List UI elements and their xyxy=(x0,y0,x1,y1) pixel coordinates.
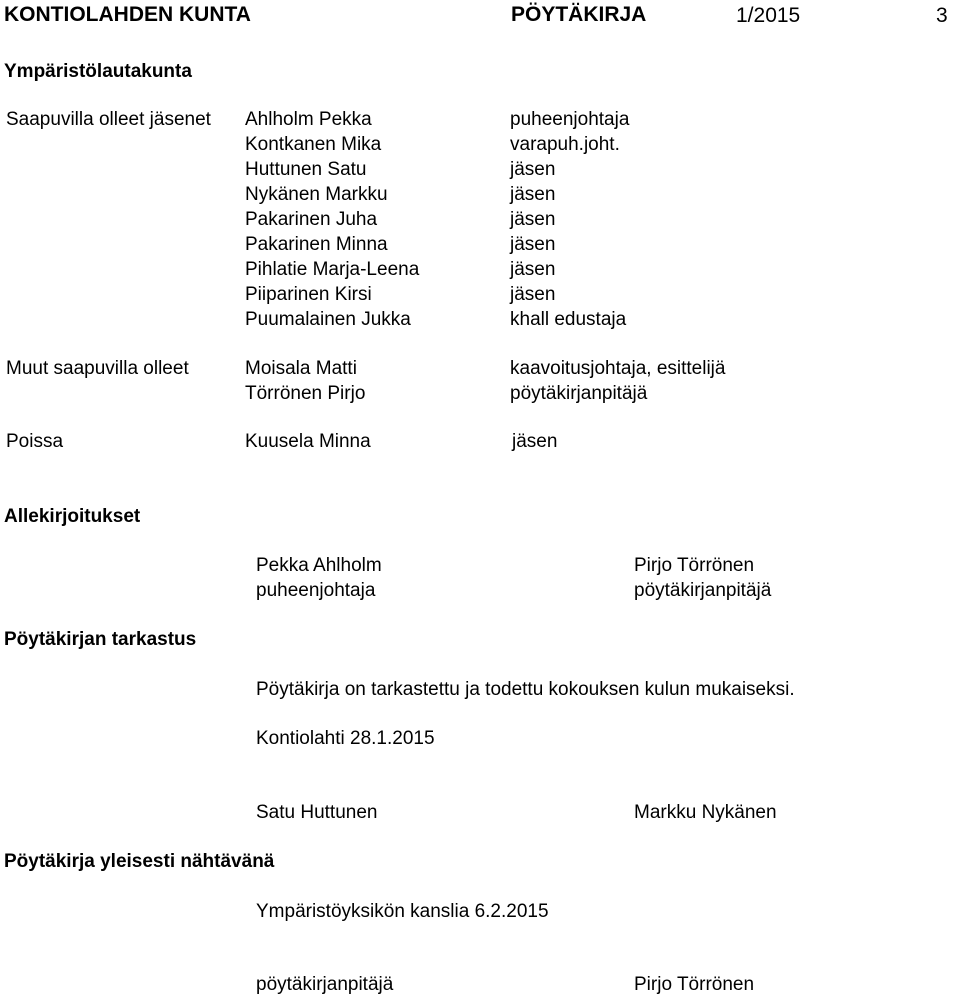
review-place-date: Kontiolahti 28.1.2015 xyxy=(256,728,435,749)
other-name: Törrönen Pirjo xyxy=(245,383,366,404)
review-heading: Pöytäkirjan tarkastus xyxy=(4,629,197,650)
publication-signer-name: Pirjo Törrönen xyxy=(634,974,755,995)
review-statement: Pöytäkirja on tarkastettu ja todettu kokouksen kulun mukaiseksi. xyxy=(256,679,795,700)
attendee-role: jäsen xyxy=(510,259,556,280)
other-role: kaavoitusjohtaja, esittelijä xyxy=(510,358,726,379)
absent-name: Kuusela Minna xyxy=(245,431,371,452)
attendee-role: jäsen xyxy=(510,184,556,205)
publication-heading: Pöytäkirja yleisesti nähtävänä xyxy=(4,851,275,872)
attendee-name: Ahlholm Pekka xyxy=(245,109,372,130)
attendee-name: Pakarinen Minna xyxy=(245,234,388,255)
signature-right-role: pöytäkirjanpitäjä xyxy=(634,580,772,601)
page-number: 3 xyxy=(936,4,948,27)
signature-left-name: Pekka Ahlholm xyxy=(256,555,382,576)
other-name: Moisala Matti xyxy=(245,358,357,379)
document-type: PÖYTÄKIRJA xyxy=(511,3,647,26)
attendee-role: puheenjohtaja xyxy=(510,109,630,130)
attendee-role: varapuh.joht. xyxy=(510,134,620,155)
committee-name: Ympäristölautakunta xyxy=(4,61,192,82)
attendee-role: jäsen xyxy=(510,159,556,180)
publication-signer-role: pöytäkirjanpitäjä xyxy=(256,974,394,995)
absent-role: jäsen xyxy=(512,431,558,452)
document-number: 1/2015 xyxy=(736,4,801,27)
attendee-role: jäsen xyxy=(510,234,556,255)
signature-left-role: puheenjohtaja xyxy=(256,580,376,601)
publication-place-date: Ympäristöyksikön kanslia 6.2.2015 xyxy=(256,901,549,922)
attendee-name: Puumalainen Jukka xyxy=(245,309,411,330)
absent-label: Poissa xyxy=(6,431,64,452)
organization-name: KONTIOLAHDEN KUNTA xyxy=(4,3,251,26)
other-role: pöytäkirjanpitäjä xyxy=(510,383,648,404)
attendee-role: khall edustaja xyxy=(510,309,627,330)
signatures-heading: Allekirjoitukset xyxy=(4,506,141,527)
reviewer-1-name: Satu Huttunen xyxy=(256,802,378,823)
others-label: Muut saapuvilla olleet xyxy=(6,358,189,379)
attendee-name: Nykänen Markku xyxy=(245,184,388,205)
reviewer-2-name: Markku Nykänen xyxy=(634,802,777,823)
signature-right-name: Pirjo Törrönen xyxy=(634,555,755,576)
attendee-name: Huttunen Satu xyxy=(245,159,367,180)
attendee-name: Kontkanen Mika xyxy=(245,134,382,155)
attendee-name: Pakarinen Juha xyxy=(245,209,378,230)
attendee-name: Piiparinen Kirsi xyxy=(245,284,372,305)
attendees-label: Saapuvilla olleet jäsenet xyxy=(6,109,211,130)
attendee-name: Pihlatie Marja-Leena xyxy=(245,259,420,280)
attendee-role: jäsen xyxy=(510,209,556,230)
attendee-role: jäsen xyxy=(510,284,556,305)
